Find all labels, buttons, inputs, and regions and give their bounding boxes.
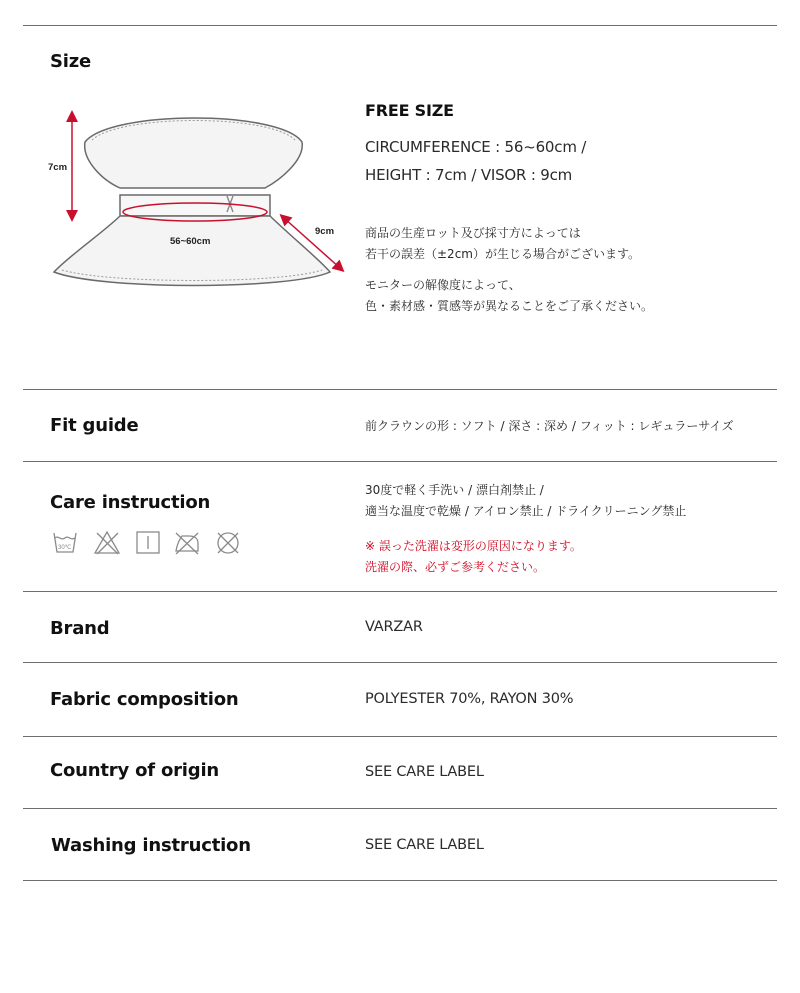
size-note-2	[365, 275, 653, 317]
size-note-2-line2: 色・素材感・質感等が異なることをご了承ください。	[365, 299, 654, 313]
care-line-1: 30度で軽く手洗い / 漂白剤禁止 /	[365, 483, 544, 497]
fit-guide-value: 前クラウンの形 : ソフト / 深さ : 深め / フィット : レギュラーサイズ	[365, 419, 734, 433]
size-note-2-line1: モニターの解像度によって、	[365, 278, 521, 292]
care-instruction-title: Care instruction	[50, 492, 211, 513]
divider-fabric	[23, 736, 777, 737]
care-instructions	[365, 480, 686, 522]
fabric-composition-value: POLYESTER 70%, RAYON 30%	[365, 691, 574, 707]
no-dry-clean-icon	[218, 533, 238, 553]
size-note-1-line1: 商品の生産ロット及び採寸方によっては	[365, 226, 581, 240]
country-of-origin-value: SEE CARE LABEL	[365, 764, 484, 780]
divider-top	[23, 25, 777, 26]
divider-washing	[23, 880, 777, 881]
washing-instruction-title: Washing instruction	[51, 835, 251, 856]
height-label: 7cm	[48, 162, 68, 173]
washing-instruction-value: SEE CARE LABEL	[365, 837, 484, 853]
divider-care	[23, 591, 777, 592]
circumference-label: 56~60cm	[170, 236, 211, 247]
care-icons	[52, 530, 252, 556]
size-spec-line2: HEIGHT : 7cm / VISOR : 9cm	[365, 166, 573, 184]
size-note-1-line2: 若干の誤差（±2cm）が生じる場合がございます。	[365, 247, 641, 261]
divider-fit	[23, 461, 777, 462]
brand-title: Brand	[50, 618, 110, 639]
no-bleach-icon	[95, 532, 119, 554]
no-iron-icon	[176, 533, 198, 554]
care-line-2: 適当な温度で乾燥 / アイロン禁止 / ドライクリーニング禁止	[365, 504, 687, 518]
care-warning-line-2: 洗濯の際、必ずご参考ください。	[365, 560, 546, 574]
wash-temp-label: 30℃	[58, 545, 72, 551]
divider-size	[23, 389, 777, 390]
hat-brim	[54, 216, 330, 286]
hand-wash-30-icon	[54, 533, 76, 552]
country-of-origin-title: Country of origin	[50, 760, 220, 781]
fabric-composition-title: Fabric composition	[50, 689, 239, 710]
fit-guide-title: Fit guide	[50, 415, 139, 436]
size-title: Size	[50, 51, 92, 72]
divider-origin	[23, 808, 777, 809]
brand-value: VARZAR	[365, 619, 423, 635]
care-warning-line-1: ※ 誤った洗濯は変形の原因になります。	[365, 539, 582, 553]
size-note-1	[365, 223, 640, 265]
line-dry-icon	[137, 532, 159, 553]
care-warning	[365, 536, 582, 578]
size-spec-line1: CIRCUMFERENCE : 56~60cm /	[365, 138, 587, 156]
divider-brand	[23, 662, 777, 663]
free-size-label: FREE SIZE	[365, 101, 454, 120]
visor-label: 9cm	[315, 226, 335, 237]
hat-size-diagram	[40, 100, 350, 300]
